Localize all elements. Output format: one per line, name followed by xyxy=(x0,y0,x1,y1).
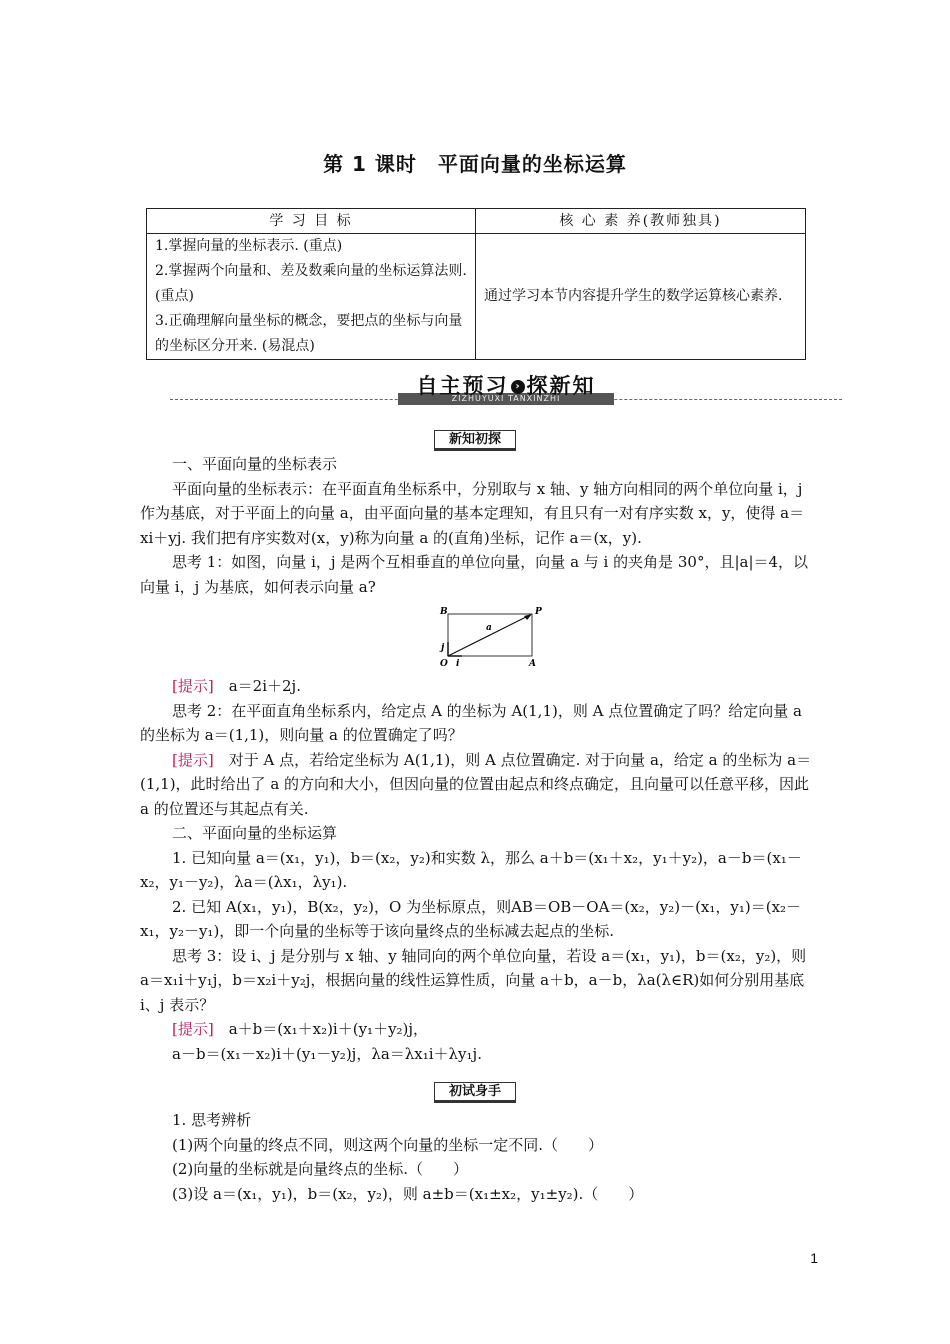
label-O: O xyxy=(440,659,448,668)
hint-1: [提示] a＝2i＋2j. xyxy=(172,677,301,695)
chevron-right-icon: › xyxy=(511,380,525,394)
hint-label: [提示] xyxy=(172,1020,214,1038)
label-j: j xyxy=(441,643,445,653)
think-2: 思考 2：在平面直角坐标系内，给定点 A 的坐标为 A(1,1)，则 A 点位置确定了吗？给定向量 a 的坐标为 a＝(1,1)，则向量 a 的位置确定了吗？ xyxy=(140,701,802,744)
hint-label: [提示] xyxy=(172,677,214,695)
competency-header: 核 心 素 养(教师独具) xyxy=(476,209,806,234)
think-1: 思考 1：如图，向量 i，j 是两个互相垂直的单位向量，向量 a 与 i 的夹角是 30°，且|a|＝4，以向量 i，j 为基底，如何表示向量 a? xyxy=(140,553,809,596)
label-i: i xyxy=(456,659,460,668)
lesson-title: 第 1 课时 平面向量的坐标运算 xyxy=(323,152,627,176)
goal-item: 1.掌握向量的坐标表示. (重点) xyxy=(155,238,343,254)
banner-title xyxy=(170,370,842,400)
new-knowledge-tag: 新知初探 xyxy=(0,428,950,451)
hint-2: [提示] 对于 A 点，若给定坐标为 A(1,1)，则 A 点位置确定. 对于向量 a，给定 a 的坐标为 a＝(1,1)，此时给出了 a 的方向和大小，但因向量的位置由起点和终点确定，且向量可以任意平移，因此 a 的位置还与其起点有关. xyxy=(140,750,812,818)
banner-subtitle: ZIZHUYUXI TANXINZHI xyxy=(398,393,614,405)
section-heading: 一、平面向量的坐标表示 xyxy=(172,455,338,473)
exercise-item: (2)向量的坐标就是向量终点的坐标.（ ） xyxy=(172,1160,469,1178)
think-3: 思考 3：设 i、j 是分别与 x 轴、y 轴同向的两个单位向量，若设 a＝(x₁，y₁)，b＝(x₂，y₂)，则 a＝x₁i＋y₁j，b＝x₂i＋y₂j，根据向量的线性运算性质，向量 a＋b，a－b，λa(λ∈R)如何分别用基底 i、j 表示？ xyxy=(140,946,807,1014)
hint-3: [提示] a＋b＝(x₁＋x₂)i＋(y₁＋y₂)j， xyxy=(172,1020,429,1038)
try-it-tag: 初试身手 xyxy=(0,1080,950,1103)
goals-header: 学 习 目 标 xyxy=(147,209,476,234)
section-heading: 二、平面向量的坐标运算 xyxy=(172,824,338,842)
goals-cell xyxy=(147,234,476,360)
vector-figure xyxy=(436,606,548,668)
section-1 xyxy=(140,452,816,599)
goals-table xyxy=(146,208,806,360)
label-A: A xyxy=(529,659,536,668)
competency-cell: 通过学习本节内容提升学生的数学运算核心素养. xyxy=(476,234,806,360)
paragraph-coordinate-definition: 平面向量的坐标表示：在平面直角坐标系中，分别取与 x 轴、y 轴方向相同的两个单位向量 i，j 作为基底，对于平面上的向量 a，由平面向量的基本定理知，有且只有一对有序实数 x，y，使得 a＝xi＋yj. 我们把有序实数对(x，y)称为向量 a 的(直角)坐标，记作 a＝(x，y). xyxy=(140,479,805,547)
exercise-item: (1)两个向量的终点不同，则这两个向量的坐标一定不同.（ ） xyxy=(172,1135,604,1154)
section-1-hints xyxy=(140,674,816,1066)
exercises xyxy=(140,1108,816,1206)
goal-item: 2.掌握两个向量和、差及数乘向量的坐标运算法则. (重点) xyxy=(155,263,467,304)
exercise-title: 1. 思考辨析 xyxy=(172,1111,252,1129)
banner-right-text: 探新知 xyxy=(526,374,596,398)
page-number: 1 xyxy=(810,1250,818,1266)
hint-label: [提示] xyxy=(172,750,214,769)
operation-rule-1: 1. 已知向量 a＝(x₁，y₁)，b＝(x₂，y₂)和实数 λ，那么 a＋b＝(x₁＋x₂，y₁＋y₂)，a－b＝(x₁－x₂，y₁－y₂)，λa＝(λx₁，λy₁). xyxy=(140,848,802,891)
label-a: a xyxy=(486,623,492,633)
goal-item: 3.正确理解向量坐标的概念，要把点的坐标与向量的坐标区分开来. (易混点) xyxy=(155,313,463,354)
label-B: B xyxy=(440,607,448,617)
vector-a-line xyxy=(448,615,530,656)
banner-left-text: 自主预习 xyxy=(416,374,509,398)
exercise-item: (3)设 a＝(x₁，y₁)，b＝(x₂，y₂)，则 a±b＝(x₁±x₂，y₁±y₂).（ ） xyxy=(172,1184,644,1203)
section-banner xyxy=(170,366,842,410)
label-P: P xyxy=(535,607,542,617)
hint-3-continued: a－b＝(x₁－x₂)i＋(y₁－y₂)j，λa＝λx₁i＋λy₁j. xyxy=(172,1044,482,1063)
operation-rule-2: 2. 已知 A(x₁，y₁)，B(x₂，y₂)，O 为坐标原点，则AB＝OB－OA＝(x₂，y₂)－(x₁，y₁)＝(x₂－x₁，y₂－y₁)，即一个向量的坐标等于该向量终点的坐标减去起点的坐标. xyxy=(140,897,802,940)
vector-a-arrowhead xyxy=(524,614,532,620)
